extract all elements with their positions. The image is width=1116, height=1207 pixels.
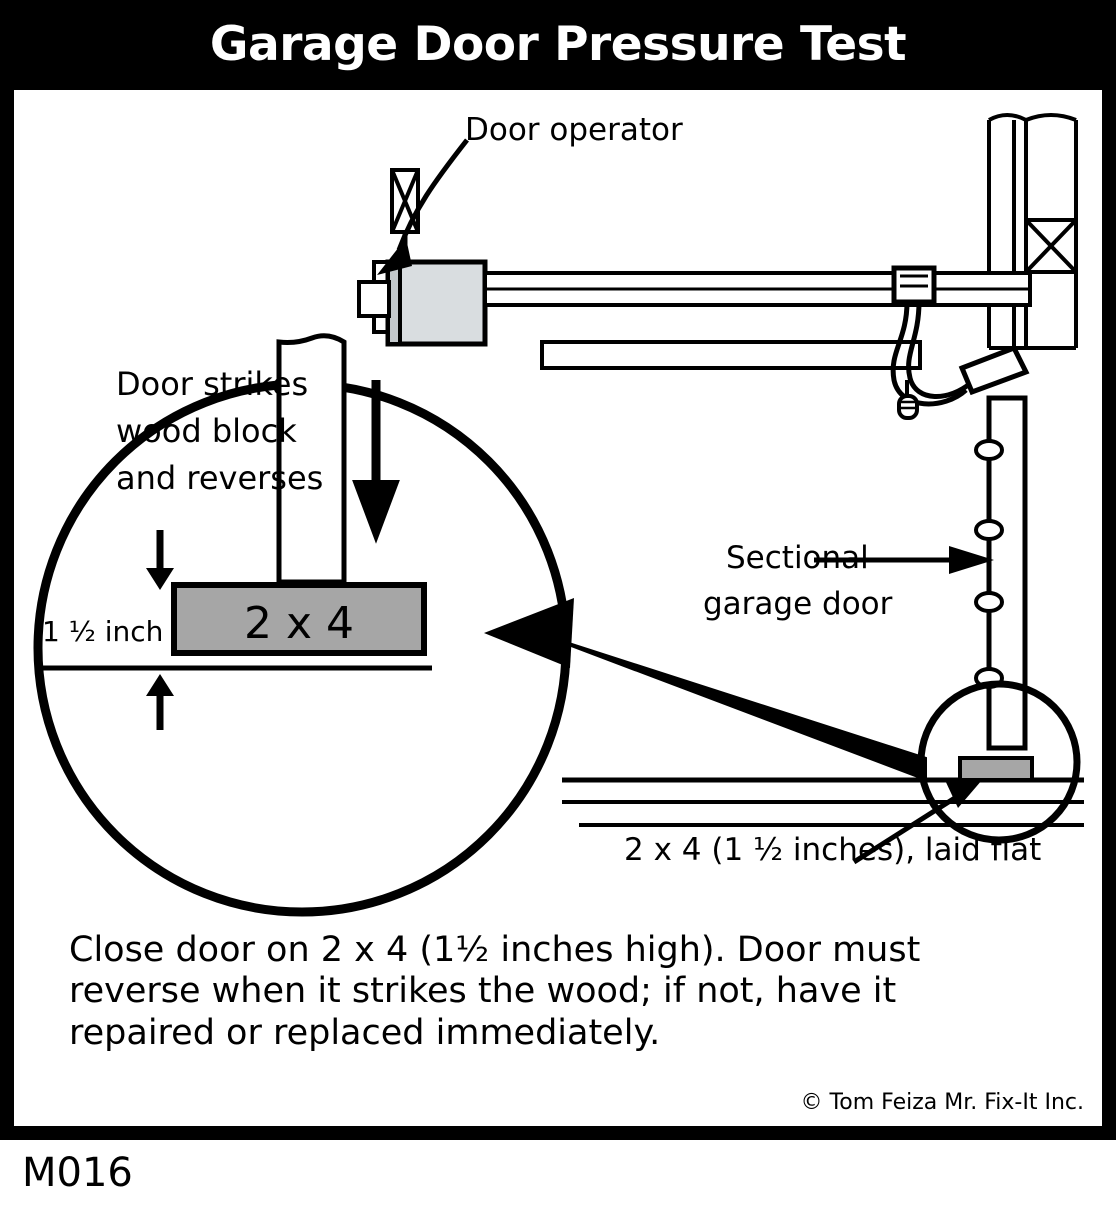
label-detail-line1: Door strikes bbox=[116, 365, 309, 403]
caption-line-1: Close door on 2 x 4 (1½ inches high). Door must bbox=[69, 930, 921, 970]
title-bar bbox=[0, 0, 1116, 88]
label-door-operator: Door operator bbox=[465, 112, 683, 148]
wall-track-icon bbox=[989, 115, 1076, 348]
page-title: Garage Door Pressure Test bbox=[209, 16, 907, 72]
label-detail-line3: and reverses bbox=[116, 459, 324, 497]
label-detail-line2: wood block bbox=[116, 412, 297, 450]
caption-block bbox=[69, 930, 1059, 1054]
copyright-notice: © Tom Feiza Mr. Fix-It Inc. bbox=[800, 1090, 1084, 1115]
caption-line-2: reverse when it strikes the wood; if not, have it bbox=[69, 971, 897, 1012]
label-block-note: 2 x 4 (1 ½ inches), laid flat bbox=[624, 832, 1042, 868]
door-track-icon bbox=[542, 342, 920, 368]
illustration-panel bbox=[14, 90, 1102, 1126]
label-dimension: 1 ½ inch bbox=[42, 615, 164, 648]
floor-lines bbox=[562, 780, 1084, 825]
block-label: 2 x 4 bbox=[244, 598, 354, 649]
sectional-garage-door bbox=[976, 398, 1025, 748]
label-sectional-line1: Sectional bbox=[726, 540, 869, 576]
figure-code: M016 bbox=[22, 1150, 133, 1196]
caption-line-3: repaired or replaced immediately. bbox=[69, 1012, 661, 1053]
wood-block-small bbox=[960, 758, 1032, 780]
label-sectional-line2: garage door bbox=[703, 586, 893, 622]
operator-rail-icon bbox=[485, 268, 1030, 305]
wood-block-magnified bbox=[174, 585, 424, 653]
